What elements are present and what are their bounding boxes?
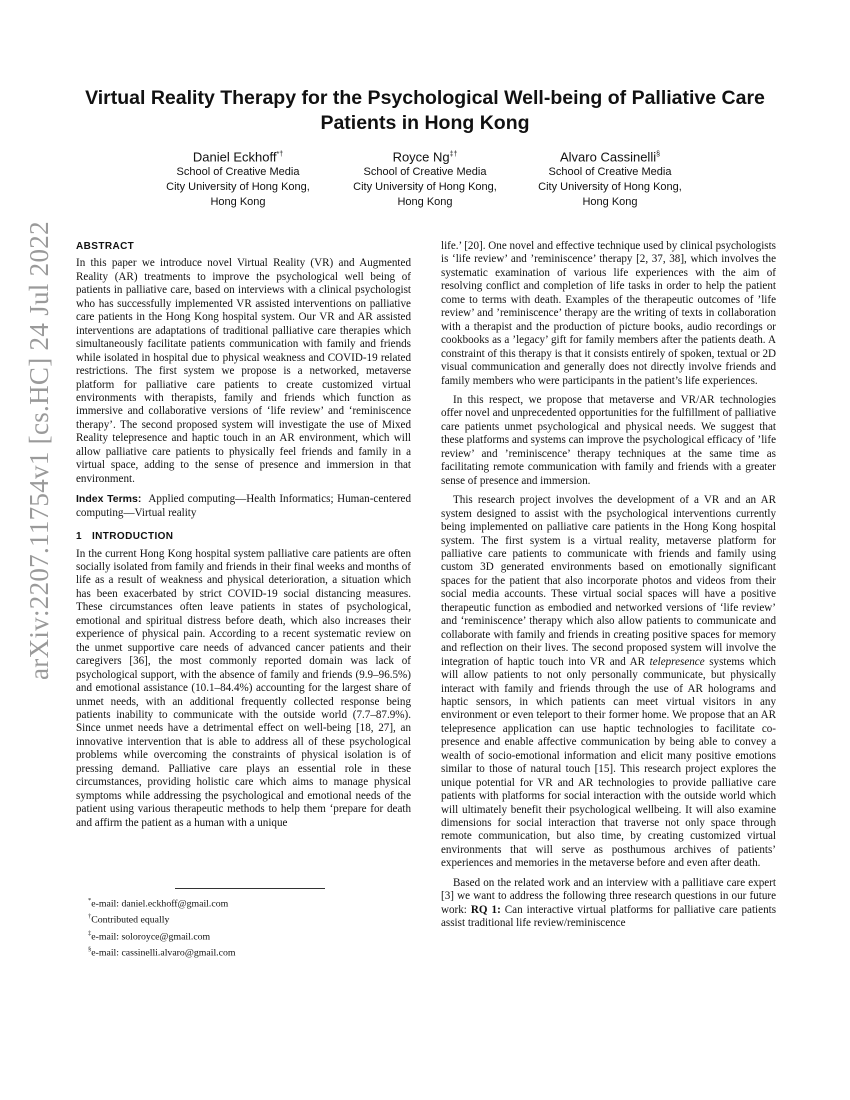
author-name: Daniel Eckhoff*† bbox=[192, 149, 284, 165]
footnotes bbox=[88, 894, 418, 959]
body-paragraph: In this respect, we propose that metaverse and VR/AR technologies offer novel and unprecedented opportunities for the fulfillment of palliative care patients unmet psychological and physical needs. We suggest that these platforms and systems can improve the psychological efficacy of ’life review’ and ’reminiscence’ therapy techniques at the same time as facilitating remote communication with family and friends with a greater sense of presence and immersion. bbox=[441, 393, 776, 487]
body-paragraph: life.’ [20]. One novel and effective technique used by clinical psychologists is ‘life review’ and ’reminiscence’ therapy [2, 37, 38], which involves the systematic examination of various life experiences with the aim of resolving conflict and completion of life tasks in order to help the patient come to terms with death. Examples of the therapeutic outcomes of ’life review’ and ’reminiscence’ therapy are the writing of texts in collaboration with a therapist and the production of picture books, audio recordings or cookbooks as a ’legacy’ gift for family members after the patients death. A constraint of this therapy is that it consists entirely of spoken, textual or 2D visual communication and generally does not directly involve friends and family members who were participants in the patient’s life experiences. bbox=[441, 240, 776, 387]
footnote: *e-mail: daniel.eckhoff@gmail.com bbox=[88, 897, 229, 910]
footnote: ‡e-mail: soloroyce@gmail.com bbox=[88, 929, 211, 942]
index-terms-text: Applied computing—Health Informatics; Human-centered computing—Virtual reality bbox=[76, 493, 411, 519]
author-city: Hong Kong bbox=[582, 196, 638, 209]
left-column bbox=[76, 240, 411, 830]
author-inst: City University of Hong Kong, bbox=[538, 181, 682, 194]
emphasis-telepresence: telepresence bbox=[649, 655, 705, 668]
author-city: Hong Kong bbox=[397, 196, 453, 209]
research-question-label: RQ 1: bbox=[470, 903, 501, 916]
author-name: Royce Ng‡† bbox=[392, 149, 458, 165]
author-block bbox=[510, 146, 710, 210]
right-column bbox=[441, 240, 776, 931]
abstract-heading: ABSTRACT bbox=[76, 241, 135, 252]
introduction-paragraph: In the current Hong Kong hospital system palliative care patients are often socially isolated from family and friends in their final weeks and months of life as a result of weakness and physical deterioration, a situation which has been exacerbated by strict COVID-19 social distancing measures. These circumstances often leave patients in states of psychological, emotional and spiritual distress before death, which also increases their experience of physical pain. According to a recent systematic review on the unmet supportive care needs of advanced cancer patients and their caregivers [36], the most commonly reported domain was lack of psychological support, with the absence of family and friends (9.9–96.5%) and emotional assistance (10.1–84.4%) accounting for the largest share of unmet needs, with an additional frequently collected response being patients inability to communicate with the outside world (7.7–87.9%). Since unmet needs have a detrimental effect on well-being [18, 27], an innovative intervention that is able to address all of these psychological problems while overcoming the constraints of physical isolation is of pressing demand. Palliative care plays an essential role in these circumstances, providing holistic care which aims to manage physical symptoms while addressing the psychological and emotional needs of the patient using various therapeutic methods to help them ‘prepare for death and affirm the patient as a human with a unique bbox=[76, 547, 411, 829]
author-dept: School of Creative Media bbox=[176, 166, 300, 179]
paper-title: Virtual Reality Therapy for the Psychological Well-being of Palliative Care Patients in Hong Kong bbox=[85, 87, 765, 134]
body-paragraph: This research project involves the development of a VR and an AR system designed to assist with the psychological interventions currently being implemented on palliative care patients in the Hong Kong hospital system. The first system is a virtual reality, metaverse platform for palliative care patients to communicate with friends and family using custom 3D generated environments based on emotionally significant spaces for the patient that also incorporate photos and videos from their social media accounts. These virtual social spaces will have a positive therapeutic function as embodied and networked versions of ‘life review’ and ‘reminiscence’ therapy which also allow patients to communicate and collaborate with family and friends in creating positive spaces for memory and reflection on their lives. The second proposed system will involve the integration of haptic touch into VR and AR telepresence systems which will allow patients to not only personally communicate, but physically interact with family and friends through the use of AR holograms and haptic sensors, in which patients can meet virtual visitors in any environment or even teleport to their former home. We propose that an AR telepresence application can use haptic technologies to facilitate co-presence and enable affective communication by being able to convey a wealth of socio-emotional information and elicit many positive emotions similar to those of natural touch [15]. This research project explores the unique potential for VR and AR technologies to provide palliative care patients with platforms for social interaction with the outside world which will ultimately benefit their psychological wellbeing. It will also examine dimensions for social interaction that traverse not only space through remote communication, but also time, by creating customized virtual environments that will serve as posthumous archives of patients’ experiences and memories in the metaverse before and even after death. bbox=[441, 494, 776, 870]
index-terms bbox=[76, 493, 411, 520]
author-block bbox=[325, 146, 525, 210]
author-inst: City University of Hong Kong, bbox=[166, 181, 310, 194]
author-inst: City University of Hong Kong, bbox=[353, 181, 497, 194]
footnote-divider bbox=[175, 888, 325, 889]
author-city: Hong Kong bbox=[210, 196, 266, 209]
abstract-text: In this paper we introduce novel Virtual Reality (VR) and Augmented Reality (AR) treatments to improve the psychological well being of patients in palliative care, based on interviews with a clinical psychologist who has successfully implemented VR assisted interventions on palliative care patients in the Hong Kong hospital system. Our VR and AR assisted interventions are adaptations of traditional palliative care therapies which simultaneously facilitate patients communication with family and friends while isolated in hospital due to physical weakness and COVID-19 related restrictions. The first system we propose is a networked, metaverse platform for palliative care patients to create customized virtual environments with therapists, family and friends which function as immersive and collaborative versions of ‘life review’ and ‘reminiscence therapy’. The second proposed system will investigate the use of Mixed Reality telepresence and haptic touch in an AR environment, which will allow palliative care patients to physically feel friends and family in a virtual space, adding to the sense of presence and immersion in that environment. bbox=[76, 257, 411, 485]
author-dept: School of Creative Media bbox=[548, 166, 672, 179]
section-heading-introduction: 1 INTRODUCTION bbox=[76, 531, 174, 543]
author-block bbox=[138, 146, 338, 210]
footnote: †Contributed equally bbox=[88, 913, 170, 926]
author-name: Alvaro Cassinelli§ bbox=[560, 149, 660, 165]
body-paragraph: Based on the related work and an interview with a pallitiave care expert [3] we want to address the following three research questions in our future work: RQ 1: Can interactive virtual platforms for palliative care patients assist traditional life review/reminiscence bbox=[441, 876, 777, 930]
author-dept: School of Creative Media bbox=[363, 166, 487, 179]
arxiv-identifier: arXiv:2207.11754v1 [cs.HC] 24 Jul 2022 bbox=[24, 221, 54, 680]
footnote: §e-mail: cassinelli.alvaro@gmail.com bbox=[88, 945, 236, 959]
index-terms-label: Index Terms: bbox=[76, 493, 142, 506]
